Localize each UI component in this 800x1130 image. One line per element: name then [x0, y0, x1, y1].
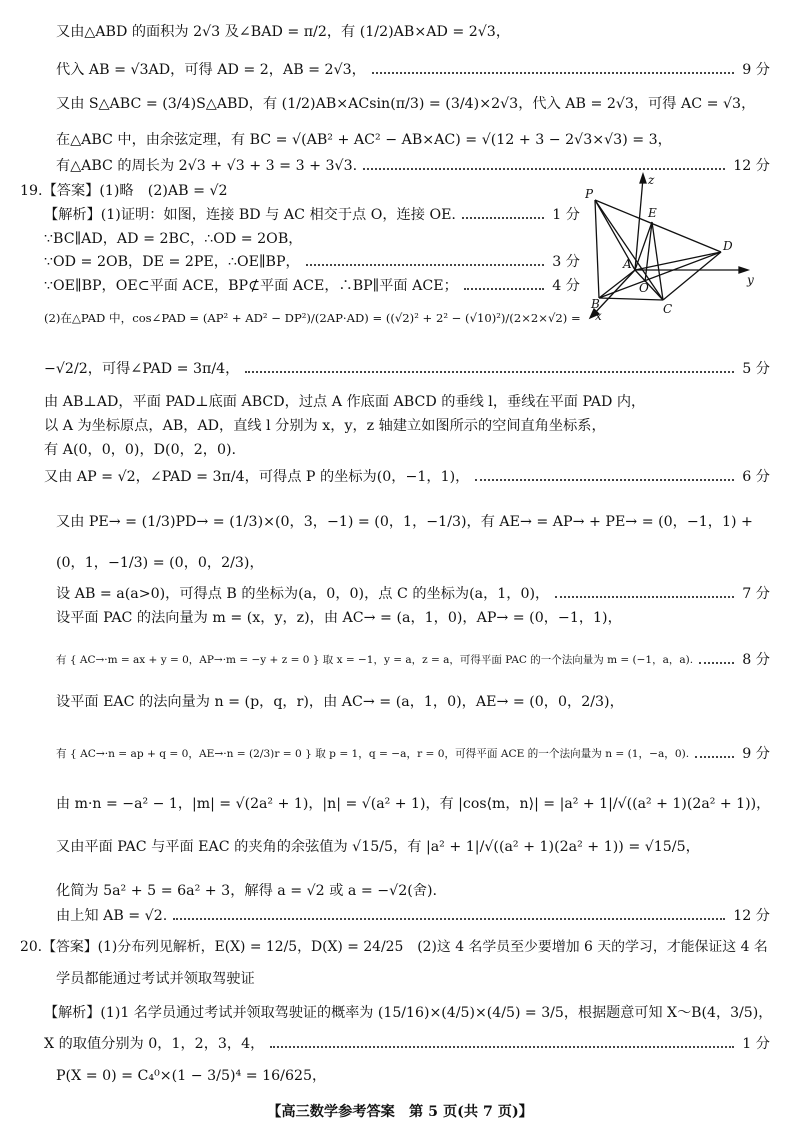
- label-x: x: [595, 309, 602, 320]
- line-text: 以 A 为坐标原点，AB，AD，直线 l 分别为 x，y，z 轴建立如图所示的空间直角坐标系，: [44, 418, 606, 434]
- score-label: 4 分: [552, 278, 580, 294]
- label-e: E: [648, 206, 657, 220]
- label-b: B: [591, 297, 600, 311]
- line-text: 学员都能通过考试并领取驾驶证: [56, 971, 255, 987]
- score-label: 1 分: [742, 1036, 770, 1052]
- answer-line-l28: [20, 932, 770, 958]
- line-text: 设 AB = a(a>0)，可得点 B 的坐标为(a，0，0)，点 C 的坐标为(a，1，0)，: [56, 586, 550, 602]
- answer-line-l19: [56, 580, 770, 606]
- edge-ce: [652, 222, 663, 300]
- answer-line-l07: [44, 201, 580, 227]
- line-text: 有 { AC→·n = ap + q = 0，AE→·n = (2/3)r = 0 } 取 p = 1，q = −a，r = 0，可得平面 ACE 的一个法向量为 n = (1，−a，0).: [56, 747, 690, 760]
- answer-line-l32: [56, 1062, 770, 1088]
- label-z: z: [648, 173, 655, 187]
- leader-dots: [306, 264, 545, 266]
- line-text: 设平面 EAC 的法向量为 n = (p，q，r)，由 AC→ = (a，1，0)，AE→ = (0，0，2/3)，: [56, 694, 624, 710]
- score-label: 1 分: [552, 207, 580, 223]
- line-text: 设平面 PAC 的法向量为 m = (x，y，z)，由 AC→ = (a，1，0)，AP→ = (0，−1，1)，: [56, 610, 622, 626]
- answer-line-l20: [56, 604, 770, 630]
- line-text: 由 m·n = −a² − 1，|m| = √(2a² + 1)，|n| = √(a² + 1)，有 |cos⟨m，n⟩| = |a² + 1|/√((a² + 1)(2a² + 1))，: [56, 796, 771, 812]
- answer-line-l05: [56, 152, 770, 178]
- line-text: ∵OD = 2OB，DE = 2PE，∴OE∥BP，: [44, 254, 300, 270]
- line-text: 又由 AP = √2，∠PAD = 3π/4，可得点 P 的坐标为(0，−1，1)，: [44, 469, 470, 485]
- answer-line-l12: [44, 355, 770, 381]
- leader-dots: [245, 371, 734, 373]
- answer-line-l11: [44, 305, 580, 331]
- edge-pb: [595, 200, 599, 298]
- answer-line-l17: [56, 508, 770, 534]
- leader-dots: [475, 479, 734, 481]
- line-text: 由 AB⊥AD，平面 PAD⊥底面 ABCD，过点 A 作底面 ABCD 的垂线 l，垂线在平面 PAD 内，: [44, 394, 646, 410]
- leader-dots: [270, 1046, 734, 1048]
- answer-line-l10: [44, 272, 580, 298]
- line-text: ∵BC∥AD，AD = 2BC，∴OD = 2OB，: [44, 231, 303, 247]
- line-text: (0，1，−1/3) = (0，0，2/3)，: [56, 555, 264, 571]
- answer-line-l16: [44, 463, 770, 489]
- line-text: X 的取值分别为 0，1，2，3，4，: [44, 1036, 265, 1052]
- label-p: P: [585, 187, 594, 201]
- label-o: O: [639, 281, 649, 295]
- leader-dots: [363, 168, 725, 170]
- score-label: 12 分: [733, 908, 770, 924]
- line-text: 又由 PE→ = (1/3)PD→ = (1/3)×(0，3，−1) = (0，1，−1/3)，有 AE→ = AP→ + PE→ = (0，−1，1) +: [56, 514, 753, 530]
- page-footer: 【高三数学参考答案 第 5 页(共 7 页)】: [267, 1104, 533, 1120]
- leader-dots: [699, 662, 734, 664]
- geometry-figure: [585, 170, 785, 320]
- answer-line-l03: [56, 90, 770, 116]
- edge-ab: [599, 270, 635, 298]
- label-d: D: [723, 239, 733, 253]
- line-text: 由上知 AB = √2.: [56, 908, 168, 924]
- line-text: ∵OE∥BP，OE⊂平面 ACE，BP⊄平面 ACE，∴BP∥平面 ACE；: [44, 278, 458, 294]
- label-a: A: [623, 257, 632, 271]
- answer-line-l24: [56, 790, 770, 816]
- answer-line-l22: [56, 688, 770, 714]
- answer-line-l30: [44, 999, 773, 1025]
- score-label: 3 分: [552, 254, 580, 270]
- label-y: y: [747, 273, 754, 287]
- answer-line-l14: [44, 412, 770, 438]
- line-text: (2)在△PAD 中，cos∠PAD = (AP² + AD² − DP²)/(2AP·AD) = ((√2)² + 2² − (√10)²)/(2×2×√2) =: [44, 311, 581, 325]
- score-label: 9 分: [742, 746, 770, 762]
- line-text: 又由△ABD 的面积为 2√3 及∠BAD = π/2，有 (1/2)AB×AD = 2√3，: [56, 24, 511, 40]
- line-text: 【解析】(1)1 名学员通过考试并领取驾驶证的概率为 (15/16)×(4/5)×(4/5) = 3/5，根据题意可知 X～B(4，3/5)，: [44, 1005, 773, 1021]
- leader-dots: [372, 72, 734, 74]
- answer-line-l06: [20, 177, 580, 203]
- score-label: 6 分: [742, 469, 770, 485]
- answer-line-l15: [44, 436, 770, 462]
- leader-dots: [695, 756, 734, 758]
- line-text: P(X = 0) = C₄⁰×(1 − 3/5)⁴ = 16/625，: [56, 1068, 327, 1084]
- line-text: 又由平面 PAC 与平面 EAC 的夹角的余弦值为 √15/5，有 |a² + 1|/√((a² + 1)(2a² + 1)) = √15/5，: [56, 839, 700, 855]
- line-text: 19.【答案】(1)略 (2)AB = √2: [20, 183, 228, 199]
- score-label: 7 分: [742, 586, 770, 602]
- score-label: 9 分: [742, 62, 770, 78]
- line-text: 有 { AC→·m = ax + y = 0，AP→·m = −y + z = 0 } 取 x = −1，y = a，z = a，可得平面 PAC 的一个法向量为 m = (−1，a，a).: [56, 653, 694, 666]
- z-axis: [635, 178, 643, 270]
- answer-line-l09: [44, 248, 580, 274]
- answer-line-l23: [56, 740, 770, 766]
- answer-line-l13: [44, 388, 770, 414]
- line-text: −√2/2，可得∠PAD = 3π/4，: [44, 361, 240, 377]
- line-text: 有△ABC 的周长为 2√3 + √3 + 3 = 3 + 3√3.: [56, 158, 358, 174]
- answer-line-l25: [56, 833, 770, 859]
- answer-line-l27: [56, 902, 770, 928]
- line-text: 化简为 5a² + 5 = 6a² + 3，解得 a = √2 或 a = −√2(舍).: [56, 883, 437, 899]
- answer-line-l18: [56, 549, 770, 575]
- answer-line-l02: [56, 56, 770, 82]
- edge-cd: [663, 252, 721, 300]
- answer-line-l26: [56, 877, 770, 903]
- score-label: 12 分: [733, 158, 770, 174]
- answer-line-l04: [56, 126, 770, 152]
- leader-dots: [555, 596, 734, 598]
- line-text: 又由 S△ABC = (3/4)S△ABD，有 (1/2)AB×ACsin(π/3) = (3/4)×2√3，代入 AB = 2√3，可得 AC = √3，: [56, 96, 756, 112]
- line-text: 有 A(0，0，0)，D(0，2，0).: [44, 442, 237, 458]
- answer-line-l31: [44, 1030, 770, 1056]
- answer-line-l01: [56, 18, 770, 44]
- score-label: 8 分: [742, 652, 770, 668]
- line-text: 在△ABC 中，由余弦定理，有 BC = √(AB² + AC² − AB×AC) = √(12 + 3 − 2√3×√3) = 3，: [56, 132, 672, 148]
- edge-pd: [595, 200, 721, 252]
- leader-dots: [464, 288, 544, 290]
- line-text: 代入 AB = √3AD，可得 AD = 2，AB = 2√3，: [56, 62, 366, 78]
- answer-line-l29: [56, 965, 770, 991]
- leader-dots: [462, 217, 544, 219]
- answer-line-l21: [56, 646, 770, 672]
- score-label: 5 分: [742, 361, 770, 377]
- leader-dots: [173, 918, 725, 920]
- line-text: 20.【答案】(1)分布列见解析，E(X) = 12/5，D(X) = 24/25 (2)这 4 名学员至少要增加 6 天的学习，才能保证这 4 名: [20, 939, 768, 955]
- line-text: 【解析】(1)证明：如图，连接 BD 与 AC 相交于点 O，连接 OE.: [44, 207, 456, 223]
- label-c: C: [663, 302, 673, 316]
